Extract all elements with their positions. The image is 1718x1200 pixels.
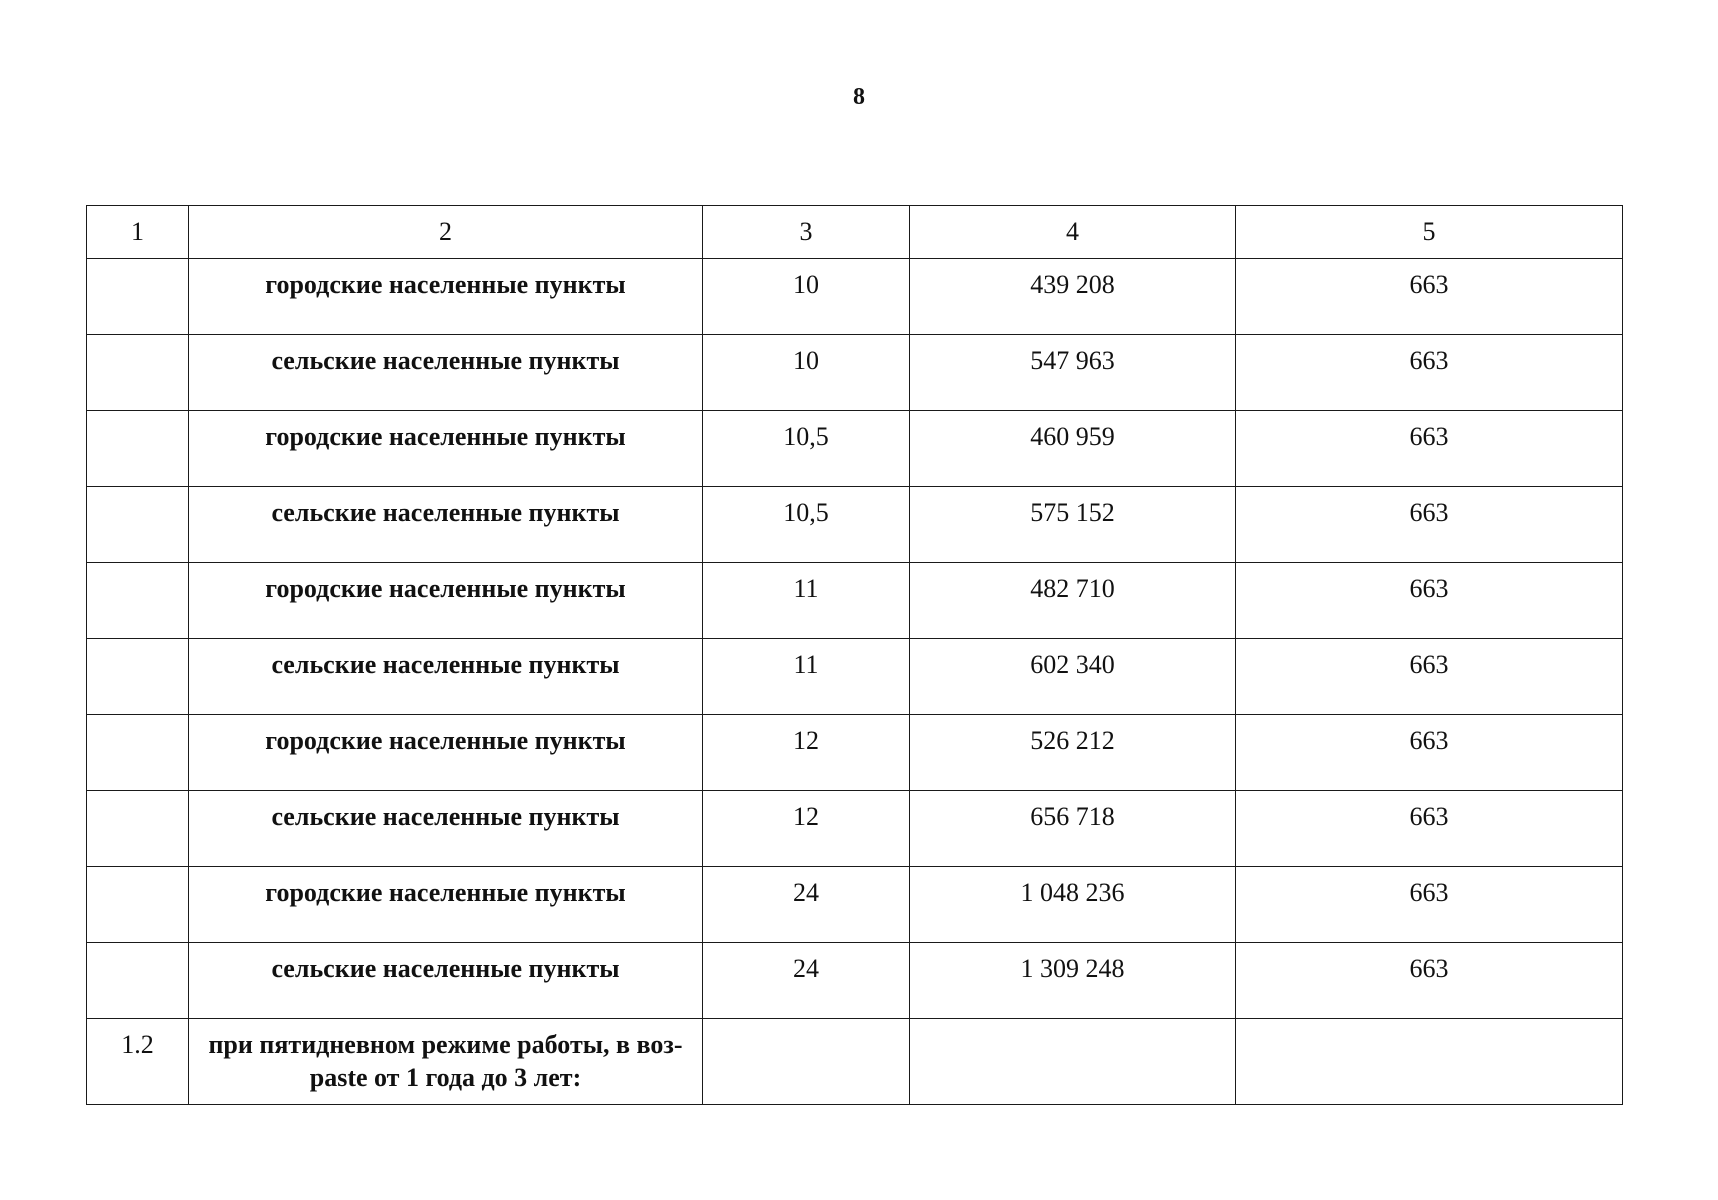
- table-row: [87, 715, 1623, 791]
- hours-cell: 12: [703, 791, 910, 867]
- hours-cell: 12: [703, 715, 910, 791]
- code-cell: 663: [1236, 639, 1623, 715]
- amount-cell: 482 710: [910, 563, 1236, 639]
- amount-cell: 460 959: [910, 411, 1236, 487]
- table-row: [87, 487, 1623, 563]
- row-number-cell: [87, 639, 189, 715]
- code-cell: 663: [1236, 259, 1623, 335]
- hours-cell: 10: [703, 259, 910, 335]
- table-row: [87, 791, 1623, 867]
- row-number-cell: [87, 563, 189, 639]
- code-cell: 663: [1236, 715, 1623, 791]
- settlement-type-cell: сельские населенные пункты: [189, 487, 703, 563]
- hours-cell: 11: [703, 563, 910, 639]
- settlement-type-cell: городские населенные пункты: [189, 563, 703, 639]
- row-number-cell: [87, 791, 189, 867]
- section-amount-cell: [910, 1019, 1236, 1105]
- header-cell-3: 3: [703, 206, 910, 259]
- amount-cell: 602 340: [910, 639, 1236, 715]
- header-cell-4: 4: [910, 206, 1236, 259]
- section-hours-cell: [703, 1019, 910, 1105]
- table-row: [87, 563, 1623, 639]
- row-number-cell: [87, 943, 189, 1019]
- settlement-type-cell: сельские населенные пункты: [189, 943, 703, 1019]
- settlement-type-cell: сельские населенные пункты: [189, 335, 703, 411]
- page-number: 8: [853, 84, 865, 110]
- table-row: [87, 335, 1623, 411]
- header-cell-1: 1: [87, 206, 189, 259]
- code-cell: 663: [1236, 563, 1623, 639]
- code-cell: 663: [1236, 411, 1623, 487]
- table-header-row: [87, 206, 1623, 259]
- section-number-cell: 1.2: [87, 1019, 189, 1105]
- row-number-cell: [87, 411, 189, 487]
- row-number-cell: [87, 867, 189, 943]
- table-row: [87, 867, 1623, 943]
- header-cell-5: 5: [1236, 206, 1623, 259]
- section-description-cell: при пятидневном режиме работы, в воз-раste от 1 года до 3 лет:: [189, 1019, 703, 1105]
- settlement-type-cell: городские населенные пункты: [189, 867, 703, 943]
- code-cell: 663: [1236, 791, 1623, 867]
- row-number-cell: [87, 259, 189, 335]
- amount-cell: 656 718: [910, 791, 1236, 867]
- hours-cell: 10,5: [703, 411, 910, 487]
- settlement-type-cell: сельские населенные пункты: [189, 791, 703, 867]
- row-number-cell: [87, 487, 189, 563]
- hours-cell: 24: [703, 943, 910, 1019]
- table-row: [87, 639, 1623, 715]
- code-cell: 663: [1236, 335, 1623, 411]
- row-number-cell: [87, 715, 189, 791]
- code-cell: 663: [1236, 943, 1623, 1019]
- settlement-type-cell: городские населенные пункты: [189, 715, 703, 791]
- table-row: [87, 943, 1623, 1019]
- settlement-type-cell: сельские населенные пункты: [189, 639, 703, 715]
- hours-cell: 10,5: [703, 487, 910, 563]
- amount-cell: 1 309 248: [910, 943, 1236, 1019]
- table-row: [87, 411, 1623, 487]
- amount-cell: 526 212: [910, 715, 1236, 791]
- tariff-table: [86, 205, 1623, 1105]
- amount-cell: 575 152: [910, 487, 1236, 563]
- header-cell-2: 2: [189, 206, 703, 259]
- row-number-cell: [87, 335, 189, 411]
- table-row: [87, 259, 1623, 335]
- amount-cell: 547 963: [910, 335, 1236, 411]
- code-cell: 663: [1236, 487, 1623, 563]
- section-row: [87, 1019, 1623, 1105]
- amount-cell: 439 208: [910, 259, 1236, 335]
- settlement-type-cell: городские населенные пункты: [189, 259, 703, 335]
- amount-cell: 1 048 236: [910, 867, 1236, 943]
- section-code-cell: [1236, 1019, 1623, 1105]
- code-cell: 663: [1236, 867, 1623, 943]
- hours-cell: 24: [703, 867, 910, 943]
- hours-cell: 10: [703, 335, 910, 411]
- hours-cell: 11: [703, 639, 910, 715]
- settlement-type-cell: городские населенные пункты: [189, 411, 703, 487]
